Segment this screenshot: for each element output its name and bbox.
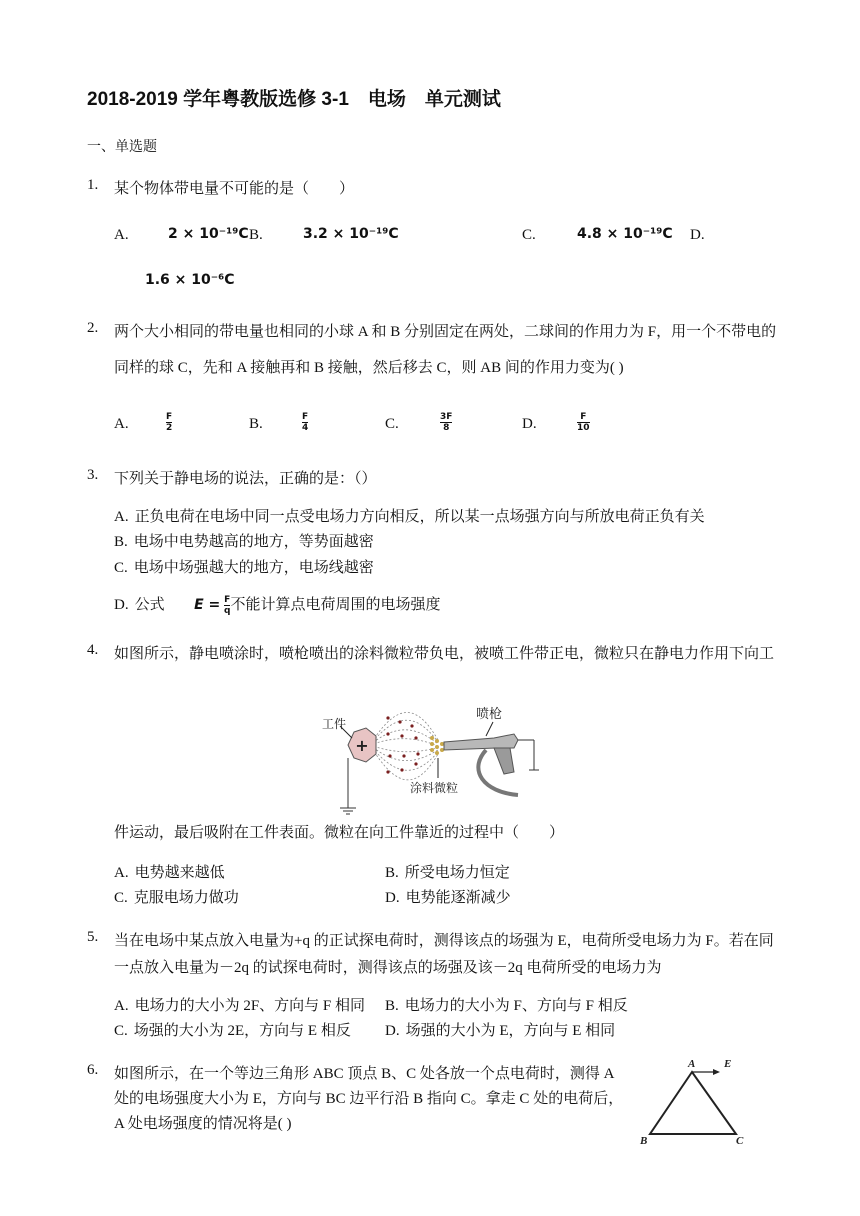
fraction-denominator: 8 (443, 423, 450, 433)
option-a-label: A. (114, 416, 129, 432)
option-c-fraction (440, 412, 452, 433)
option-b (385, 994, 628, 1015)
option-d-fraction (577, 412, 590, 433)
option-d-label: D. (522, 416, 537, 432)
e-arrow-head (713, 1069, 720, 1075)
fraction-denominator: q (224, 606, 231, 617)
question-stem-line-2: 件运动，最后吸附在工件表面。微粒在向工件靠近的过程中（ ） (114, 825, 565, 841)
particles-label: 涂料微粒 (410, 781, 459, 795)
question-stem: 某个物体带电量不可能的是（ ） (114, 181, 355, 197)
fraction-numerator: 3F (440, 412, 453, 422)
option-a (114, 994, 365, 1015)
gun-label: 喷枪 (476, 707, 503, 722)
spray-gun-handle (494, 748, 514, 774)
option-text: 电场力的大小为 2F、方向与 F 相同 (134, 998, 366, 1014)
option-c (114, 1019, 351, 1040)
electrostatic-spray-figure (318, 700, 548, 820)
plus-sign: + (355, 736, 369, 755)
option-a-fraction (166, 412, 172, 433)
option-text: 克服电场力做功 (133, 890, 239, 906)
option-text: 电场中场强越大的地方，电场线越密 (133, 560, 374, 576)
question-stem: 下列关于静电场的说法，正确的是：（） (114, 471, 377, 487)
option-b (385, 861, 510, 882)
option-label: D. (385, 1023, 400, 1039)
question-stem-line-1: 如图所示，静电喷涂时，喷枪喷出的涂料微粒带负电，被喷工件带正电，微粒只在静电力作用下向工 (114, 646, 775, 662)
question-number: 4. (87, 642, 99, 658)
option-label: C. (114, 890, 128, 906)
option-label: C. (114, 560, 128, 576)
vertex-a-label: A (688, 1058, 696, 1070)
option-d (385, 886, 511, 907)
option-label: B. (385, 998, 399, 1014)
section-heading: 一、单选题 (87, 138, 157, 154)
fraction-denominator: 10 (577, 423, 590, 433)
question-stem-line-1: 两个大小相同的带电量也相同的小球 A 和 B 分别固定在两处，二球间的作用力为 F，用一个不带电的 (114, 324, 777, 340)
option-c (114, 886, 239, 907)
question-number: 6. (87, 1062, 99, 1078)
option-b-label: B. (249, 227, 263, 243)
option-label: D. (114, 597, 129, 613)
option-b (114, 530, 374, 551)
field-lines (370, 713, 438, 780)
option-text: 电场力的大小为 F、方向与 F 相反 (404, 998, 628, 1014)
fraction-numerator: F (166, 412, 173, 422)
option-text: 电势能逐渐减少 (405, 890, 511, 906)
option-a-value: 2 × 10⁻¹⁹C (168, 226, 249, 242)
option-c-label: C. (385, 416, 399, 432)
workpiece-label: 工件 (322, 717, 347, 731)
page-title: 2018-2019 学年粤教版选修 3-1 电场 单元测试 (87, 89, 501, 110)
question-number: 1. (87, 177, 99, 193)
option-d-value: 1.6 × 10⁻⁶C (145, 272, 235, 288)
option-text: 场强的大小为 2E，方向与 E 相反 (133, 1023, 351, 1039)
triangle-figure (636, 1054, 756, 1150)
vertex-b-label: B (640, 1135, 648, 1147)
question-stem-line-2: 同样的球 C，先和 A 接触再和 B 接触，然后移去 C，则 AB 间的作用力变为( ) (114, 360, 624, 376)
option-label: B. (385, 865, 399, 881)
option-b-label: B. (249, 416, 263, 432)
fraction-numerator: F (224, 595, 231, 606)
option-label: A. (114, 865, 129, 881)
option-a (114, 861, 225, 882)
option-label: B. (114, 534, 128, 550)
gun-pointer (486, 722, 493, 736)
option-text: 电场中电势越高的地方，等势面越密 (133, 534, 374, 550)
question-number: 3. (87, 467, 99, 483)
option-c-label: C. (522, 227, 536, 243)
option-a-label: A. (114, 227, 129, 243)
option-label: A. (114, 509, 129, 525)
fraction-numerator: F (580, 412, 587, 422)
formula-lhs: E = (194, 597, 221, 613)
option-label: C. (114, 1023, 128, 1039)
option-d (385, 1019, 615, 1040)
option-text: 场强的大小为 E，方向与 E 相同 (405, 1023, 616, 1039)
option-label: A. (114, 998, 129, 1014)
question-stem-line-2: 一点放入电量为－2q 的试探电荷时，测得该点的场强及该－2q 电荷所受的电场力为 (114, 960, 662, 976)
question-number: 2. (87, 320, 99, 336)
question-stem-line-1: 当在电场中某点放入电量为+q 的正试探电荷时，测得该点的场强为 E，电荷所受电场力为 F。若在同 (114, 933, 774, 949)
question-stem-line-3: A 处电场强度的情况将是( ) (114, 1116, 292, 1132)
option-b-value: 3.2 × 10⁻¹⁹C (303, 226, 399, 242)
option-a (114, 505, 705, 526)
option-text: 所受电场力恒定 (404, 865, 510, 881)
option-d (114, 593, 441, 616)
option-label: D. (385, 890, 400, 906)
question-stem-line-1: 如图所示，在一个等边三角形 ABC 顶点 B、C 处各放一个点电荷时，测得 A (114, 1066, 615, 1082)
vertex-c-label: C (736, 1135, 744, 1147)
option-c-value: 4.8 × 10⁻¹⁹C (577, 226, 673, 242)
fraction-numerator: F (302, 412, 309, 422)
option-text: 电势越来越低 (134, 865, 225, 881)
question-number: 5. (87, 929, 99, 945)
fraction-denominator: 2 (166, 423, 173, 433)
option-d-label: D. (690, 227, 705, 243)
field-e-label: E (724, 1058, 732, 1070)
option-text: 不能计算点电荷周围的电场强度 (230, 597, 441, 613)
option-text: 正负电荷在电场中同一点受电场力方向相反，所以某一点场强方向与所放电荷正负有关 (134, 509, 705, 525)
question-stem-line-2: 处的电场强度大小为 E，方向与 BC 边平行沿 B 指向 C。拿走 C 处的电荷后， (114, 1091, 624, 1107)
fraction-denominator: 4 (302, 423, 309, 433)
option-c (114, 556, 374, 577)
option-b-fraction (302, 412, 308, 433)
option-prefix: 公式 (134, 597, 165, 613)
triangle-abc (650, 1072, 736, 1134)
